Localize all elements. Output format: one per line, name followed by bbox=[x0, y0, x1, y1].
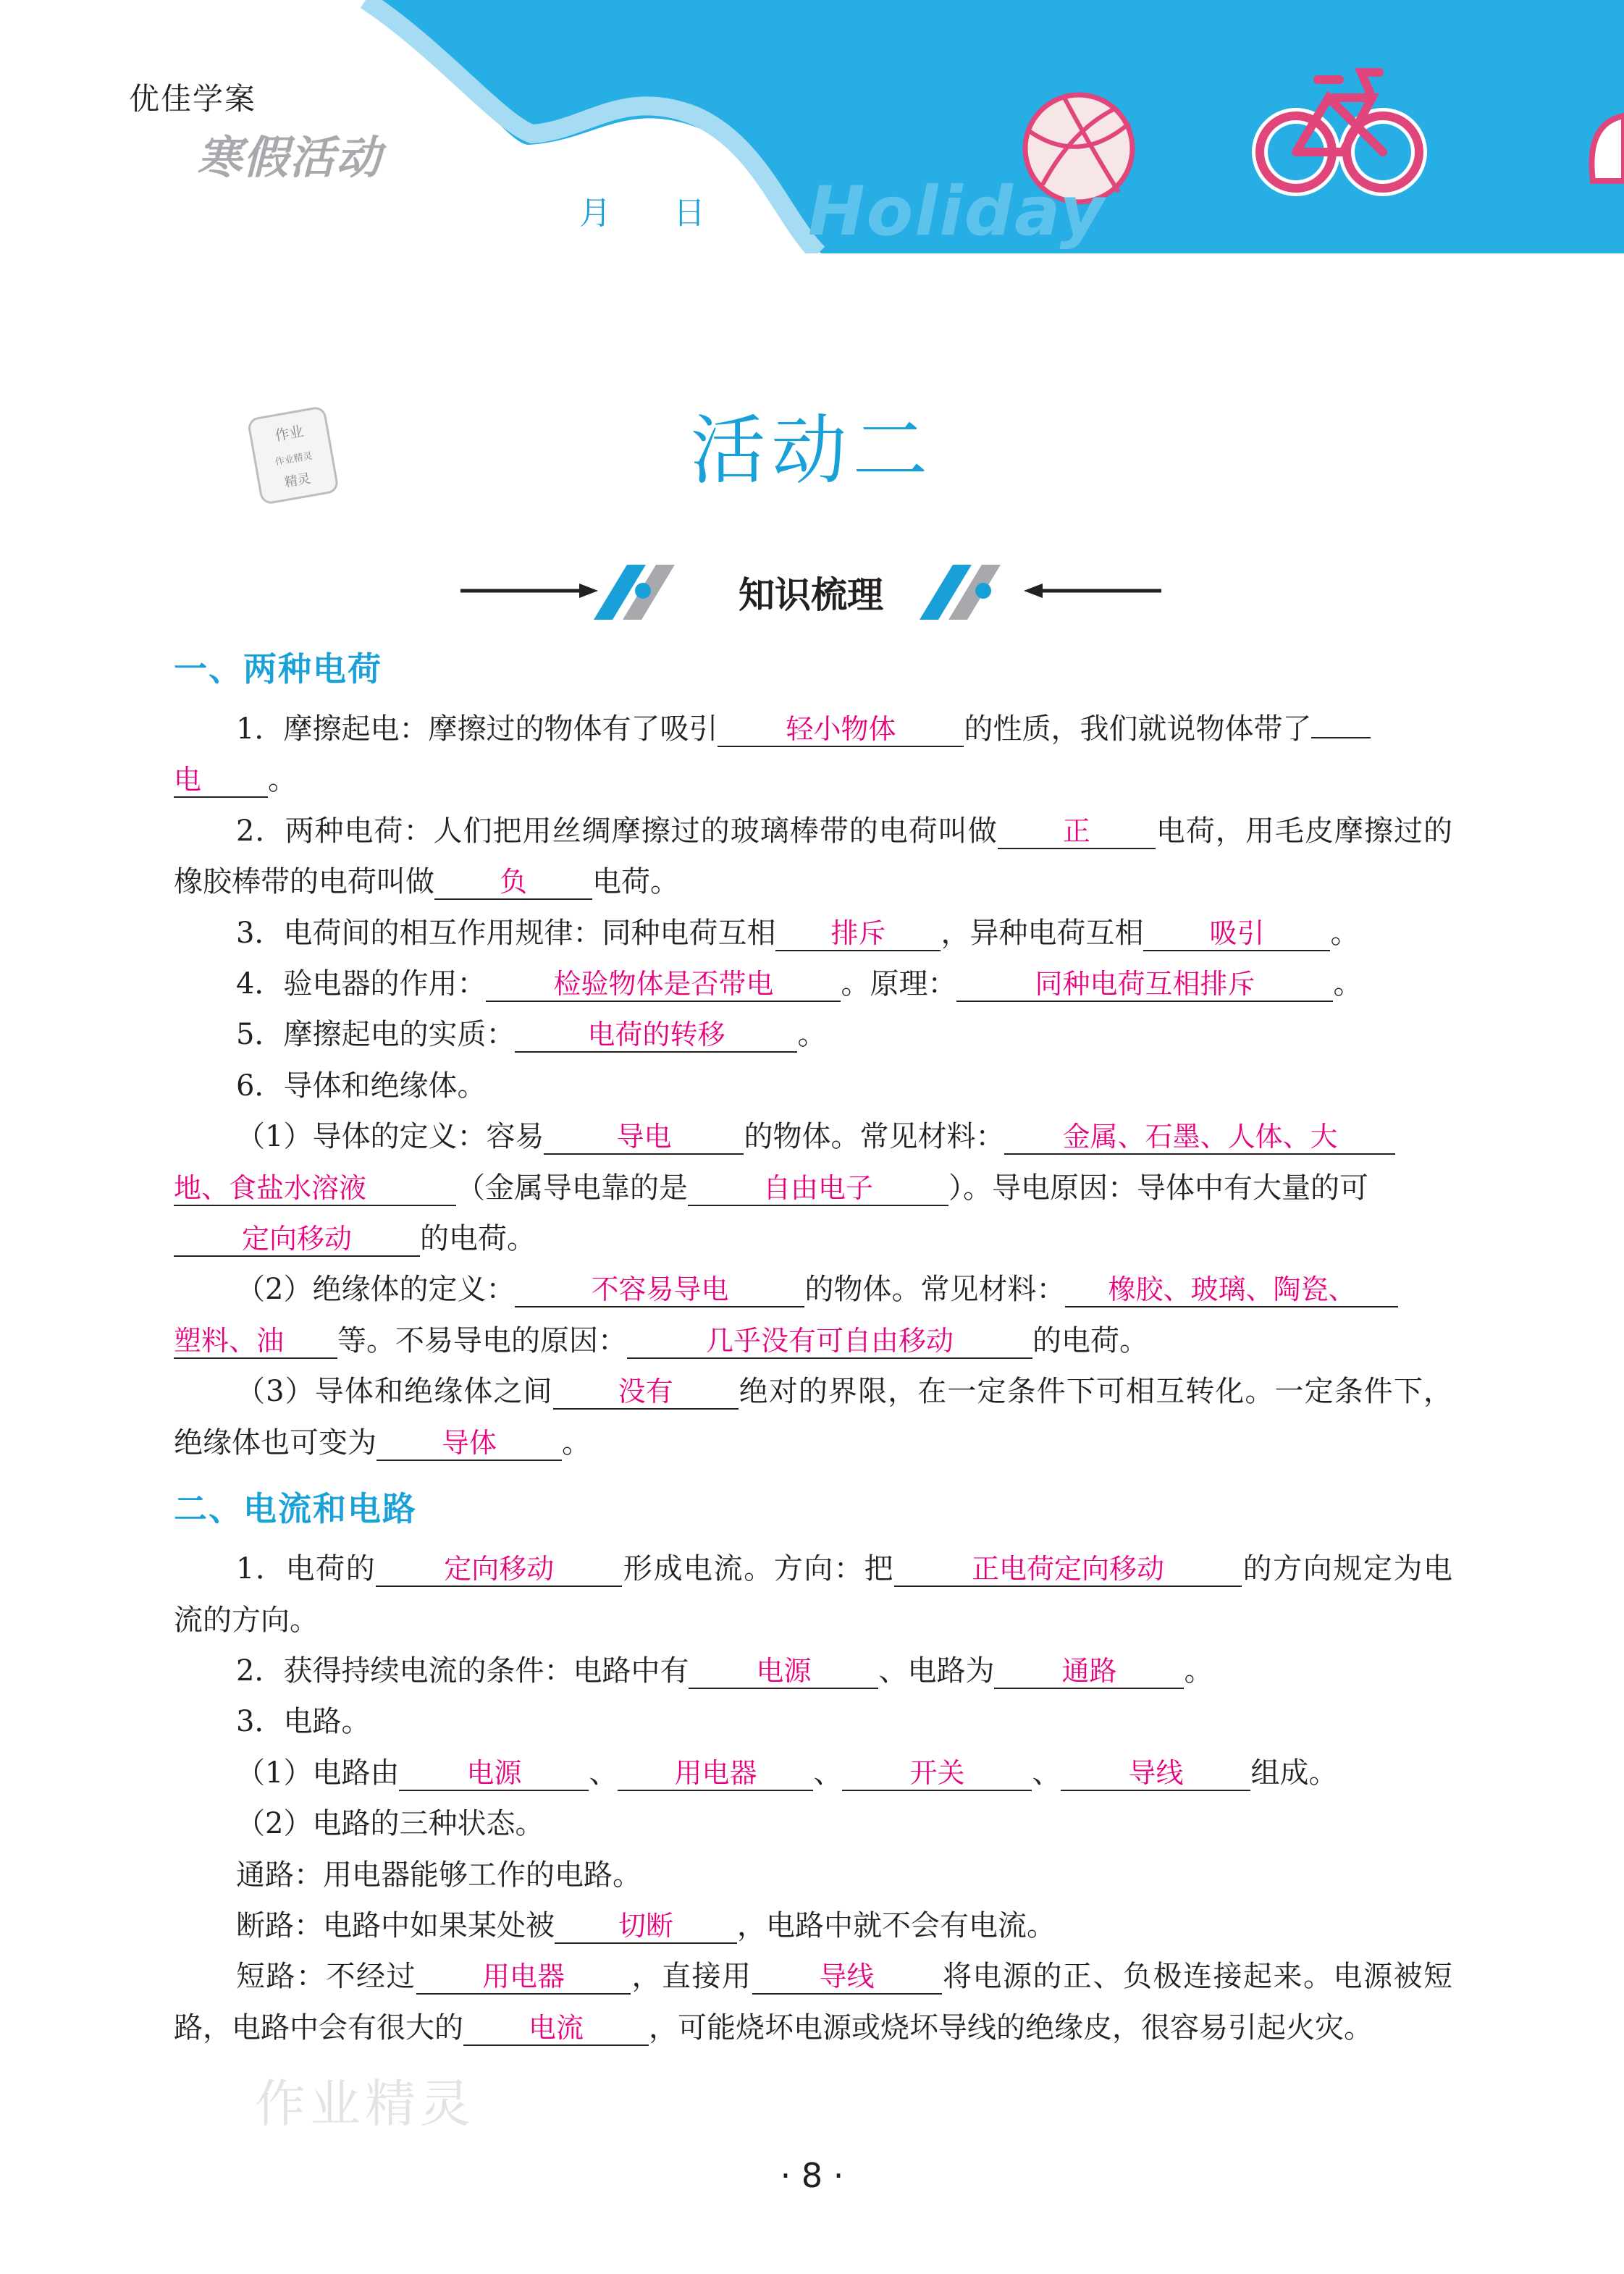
answer-blank[interactable]: 用电器 bbox=[416, 1960, 631, 1995]
holiday-word: Holiday bbox=[808, 172, 1106, 251]
stamp-bottom-text: 精灵 bbox=[283, 471, 312, 491]
item-6-2: （2）绝缘体的定义： 不容易导电 的物体。常见材料： 橡胶、玻璃、陶瓷、 bbox=[174, 1264, 1452, 1315]
item-4: 4．验电器的作用： 检验物体是否带电 。原理： 同种电荷互相排斥 。 bbox=[236, 967, 1363, 1001]
answer-blank[interactable]: 导线 bbox=[1061, 1756, 1250, 1791]
item-6-2-cont: 塑料、油 等。不易导电的原因： 几乎没有可自由移动 的电荷。 bbox=[174, 1323, 1148, 1357]
answer-blank[interactable]: 电荷的转移 bbox=[515, 1018, 797, 1053]
brand-name: 优佳学案 bbox=[129, 81, 257, 117]
answer-blank[interactable]: 地、食盐水溶液 bbox=[174, 1171, 456, 1206]
answer-blank[interactable]: 同种电荷互相排斥 bbox=[956, 967, 1333, 1002]
answer-blank[interactable]: 自由电子 bbox=[688, 1171, 948, 1206]
answer-blank[interactable]: 电流 bbox=[463, 2011, 649, 2046]
answer-blank[interactable]: 排斥 bbox=[775, 917, 941, 951]
answer-blank[interactable]: 没有 bbox=[553, 1375, 739, 1410]
item-6: 6．导体和绝缘体。 bbox=[236, 1069, 487, 1103]
answer-blank[interactable]: 检验物体是否带电 bbox=[486, 967, 841, 1002]
answer-blank[interactable]: 定向移动 bbox=[376, 1552, 622, 1587]
item-2-3: 3．电路。 bbox=[236, 1705, 371, 1739]
worksheet-content bbox=[174, 637, 1452, 2053]
item-6-1-cont2: 定向移动 的电荷。 bbox=[174, 1213, 1452, 1264]
answer-blank[interactable]: 用电器 bbox=[618, 1756, 813, 1791]
watermark-text: 作业精灵 bbox=[255, 2074, 475, 2134]
item-2-3-2: （2）电路的三种状态。 bbox=[236, 1807, 544, 1841]
date-field bbox=[579, 187, 767, 233]
item-short: 短路：不经过 用电器 ，直接用 导线 将电源的正、负极连接起来。电源被短路，电路中会有很大的 电流 ，可能烧坏电源或烧坏导线的绝缘皮，很容易引起火灾。 bbox=[174, 1960, 1452, 2045]
answer-blank[interactable]: 电源 bbox=[399, 1756, 589, 1791]
answer-blank[interactable]: 电源 bbox=[689, 1654, 878, 1689]
answer-blank[interactable]: 电 bbox=[174, 763, 268, 798]
item-open: 断路：电路中如果某处被 切断 ，电路中就不会有电流。 bbox=[236, 1908, 1056, 1942]
answer-blank[interactable]: 塑料、油 bbox=[174, 1324, 337, 1359]
item-2-3-1: （1）电路由 电源 、 用电器 、 开关 、 导线 组成。 bbox=[236, 1756, 1338, 1790]
answer-blank[interactable]: 正电荷定向移动 bbox=[894, 1552, 1242, 1587]
answer-blank[interactable]: 轻小物体 bbox=[718, 712, 964, 747]
month-label: 月 bbox=[579, 195, 611, 232]
stamp-top-text: 作业 bbox=[273, 422, 306, 445]
section-heading: 一、两种电荷 bbox=[174, 649, 382, 688]
page-title: 活动二 bbox=[690, 406, 934, 494]
item-1-cont: 电 。 bbox=[174, 763, 297, 797]
item-2-2: 2．获得持续电流的条件：电路中有 电源 、电路为 通路 。 bbox=[236, 1654, 1213, 1688]
item-1: 1．摩擦起电：摩擦过的物体有了吸引 轻小物体 的性质，我们就说物体带了 bbox=[174, 704, 1452, 754]
page-header bbox=[0, 0, 1624, 253]
item-6-1: （1）导体的定义：容易 导电 的物体。常见材料： 金属、石墨、人体、大 bbox=[174, 1111, 1452, 1162]
answer-blank[interactable]: 橡胶、玻璃、陶瓷、 bbox=[1065, 1273, 1398, 1307]
day-label: 日 bbox=[673, 195, 705, 232]
answer-blank[interactable]: 切断 bbox=[555, 1909, 737, 1944]
answer-blank[interactable]: 导体 bbox=[376, 1426, 562, 1461]
answer-blank[interactable]: 导线 bbox=[752, 1960, 942, 1995]
series-name: 寒假活动 bbox=[197, 131, 383, 184]
item-5: 5．摩擦起电的实质： 电荷的转移 。 bbox=[236, 1018, 827, 1052]
answer-blank[interactable]: 不容易导电 bbox=[515, 1273, 804, 1307]
item-6-1-cont: 地、食盐水溶液 （金属导电靠的是 自由电子 ）。导电原因：导体中有大量的可 bbox=[174, 1171, 1368, 1205]
answer-blank[interactable]: 定向移动 bbox=[174, 1222, 420, 1257]
item-2: 2．两种电荷：人们把用丝绸摩擦过的玻璃棒带的电荷叫做 正 电荷，用毛皮摩擦过的橡胶棒带的电荷叫做 负 电荷。 bbox=[174, 814, 1452, 899]
answer-blank[interactable]: 开关 bbox=[842, 1756, 1032, 1791]
answer-blank[interactable]: 导电 bbox=[544, 1120, 744, 1155]
answer-blank[interactable]: 通路 bbox=[994, 1654, 1184, 1689]
answer-blank[interactable]: 正 bbox=[998, 814, 1156, 849]
section-heading: 二、电流和电路 bbox=[174, 1489, 417, 1529]
item-6-3: （3）导体和绝缘体之间 没有 绝对的界限，在一定条件下可相互转化。一定条件下，绝缘体也可变为 导体 。 bbox=[174, 1375, 1453, 1460]
item-3: 3．电荷间的相互作用规律：同种电荷互相 排斥 ，异种电荷互相 吸引 。 bbox=[236, 916, 1360, 950]
answer-blank[interactable]: 吸引 bbox=[1143, 917, 1330, 951]
item-path: 通路：用电器能够工作的电路。 bbox=[236, 1858, 641, 1892]
section-banner bbox=[456, 557, 1166, 630]
page-number: · 8 · bbox=[780, 2156, 844, 2195]
item-2-1: 1．电荷的 定向移动 形成电流。方向：把 正电荷定向移动 的方向规定为电流的方向。 bbox=[174, 1552, 1453, 1637]
answer-blank[interactable]: 金属、石墨、人体、大 bbox=[1004, 1120, 1395, 1155]
answer-blank[interactable]: 负 bbox=[434, 865, 592, 900]
stamp-middle-text: 作业精灵 bbox=[274, 450, 314, 468]
answer-blank[interactable]: 几乎没有可自由移动 bbox=[627, 1324, 1032, 1359]
section-banner-label: 知识梳理 bbox=[739, 574, 883, 616]
